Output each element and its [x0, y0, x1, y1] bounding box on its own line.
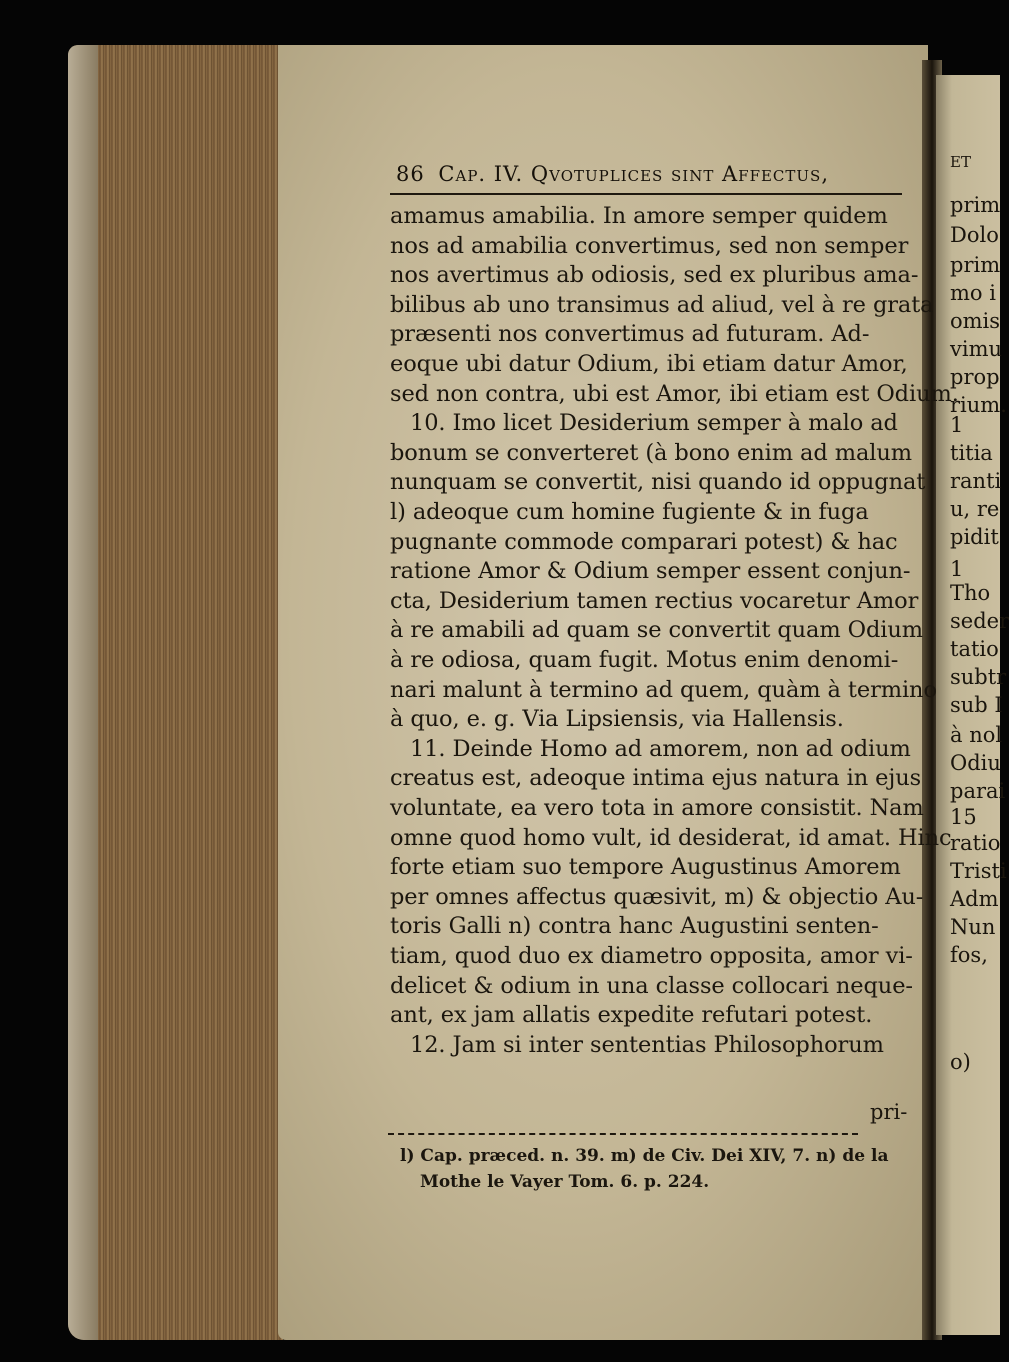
- text-line: à re amabili ad quam se convertit quam Odium: [390, 617, 923, 644]
- facing-text-fragment: ratio: [950, 831, 1001, 855]
- text-line: à quo, e. g. Via Lipsiensis, via Hallensis.: [390, 706, 844, 733]
- text-line: sed non contra, ubi est Amor, ibi etiam est Odium.: [390, 380, 959, 407]
- facing-text-fragment: subtr: [950, 665, 1007, 689]
- facing-page: [936, 75, 1009, 1335]
- facing-text-fragment: 1: [950, 413, 964, 437]
- facing-text-fragment: omis: [950, 309, 1001, 333]
- text-line: pugnante commode comparari potest) & hac: [390, 528, 898, 555]
- facing-text-fragment: vimu: [950, 337, 1003, 361]
- text-line: eoque ubi datur Odium, ibi etiam datur Amor,: [390, 351, 908, 377]
- text-line: amamus amabilia. In amore semper quidem: [390, 203, 888, 229]
- text-line: 12. Jam si inter sententias Philosophorum: [410, 1031, 884, 1058]
- facing-text-fragment: rium.: [950, 393, 1007, 417]
- text-line: 11. Deinde Homo ad amorem, non ad odium: [410, 735, 911, 762]
- facing-text-fragment: Dolo: [950, 223, 999, 247]
- facing-text-fragment: à nol: [950, 723, 1003, 747]
- facing-text-fragment: seder: [950, 609, 1009, 633]
- facing-text-fragment: o): [950, 1050, 971, 1074]
- facing-text-fragment: titia: [950, 441, 993, 465]
- text-line: l) adeoque cum homine fugiente & in fuga: [390, 499, 869, 525]
- text-line: nos avertimus ab odiosis, sed ex pluribus ama-: [390, 262, 919, 289]
- text-line: nari malunt à termino ad quem, quàm à termino: [390, 676, 937, 703]
- footnote-line: Mothe le Vayer Tom. 6. p. 224.: [420, 1172, 710, 1192]
- facing-text-fragment: prim: [950, 193, 1001, 217]
- text-line: 10. Imo licet Desiderium semper à malo ad: [410, 410, 898, 437]
- text-line: ratione Amor & Odium semper essent conjun-: [390, 558, 911, 585]
- text-line: per omnes affectus quæsivit, m) & objectio Au-: [390, 883, 924, 910]
- facing-text-fragment: pidit: [950, 525, 999, 549]
- footnote-rule: [388, 1133, 858, 1135]
- catchword: pri-: [870, 1100, 908, 1124]
- facing-text-fragment: prop: [950, 365, 1000, 389]
- text-line: nunquam se convertit, nisi quando id oppugnat: [390, 469, 926, 496]
- facing-text-fragment: 15: [950, 805, 977, 829]
- page-block-edges: [68, 45, 283, 1340]
- running-header: [396, 162, 916, 186]
- facing-text-fragment: ET: [950, 153, 971, 171]
- facing-text-fragment: tatio: [950, 637, 999, 661]
- facing-text-fragment: u, re: [950, 497, 1000, 521]
- text-line: toris Galli n) contra hanc Augustini senten-: [390, 913, 879, 940]
- text-line: forte etiam suo tempore Augustinus Amorem: [390, 854, 901, 881]
- facing-text-fragment: mo i: [950, 281, 996, 305]
- facing-text-fragment: Nun: [950, 915, 996, 939]
- running-head-title: Cap. IV. Qvotuplices sint Affectus,: [438, 162, 830, 186]
- text-line: cta, Desiderium tamen rectius vocaretur Amor: [390, 587, 919, 614]
- facing-text-fragment: sub I: [950, 693, 1003, 717]
- text-line: bilibus ab uno transimus ad aliud, vel à re grata: [390, 291, 934, 318]
- text-line: omne quod homo vult, id desiderat, id amat. Hinc: [390, 824, 952, 851]
- facing-text-fragment: 1: [950, 557, 964, 581]
- facing-text-fragment: ranti: [950, 469, 1002, 493]
- facing-text-fragment: fos,: [950, 943, 988, 967]
- text-line: nos ad amabilia convertimus, sed non semper: [390, 232, 909, 259]
- text-line: tiam, quod duo ex diametro opposita, amor vi-: [390, 943, 913, 969]
- footnote-line: l) Cap. præced. n. 39. m) de Civ. Dei XIV, 7. n) de la: [400, 1146, 889, 1166]
- text-line: bonum se converteret (à bono enim ad malum: [390, 439, 912, 466]
- text-line: præsenti nos convertimus ad futuram. Ad-: [390, 321, 870, 348]
- page-number: 86: [396, 162, 425, 186]
- text-line: ant, ex jam allatis expedite refutari potest.: [390, 1002, 873, 1029]
- text-line: à re odiosa, quam fugit. Motus enim denomi-: [390, 647, 899, 673]
- text-line: delicet & odium in una classe collocari neque-: [390, 972, 913, 999]
- facing-text-fragment: Odiu: [950, 751, 1001, 775]
- text-line: voluntate, ea vero tota in amore consistit. Nam: [390, 795, 924, 821]
- header-rule: [390, 193, 902, 195]
- text-line: creatus est, adeoque intima ejus natura in ejus: [390, 765, 922, 792]
- facing-text-fragment: Tho: [950, 581, 991, 605]
- facing-text-fragment: Adm: [950, 887, 999, 911]
- facing-text-fragment: Tristi: [950, 859, 1007, 883]
- facing-text-fragment: parai: [950, 779, 1006, 803]
- facing-text-fragment: prim: [950, 253, 1001, 277]
